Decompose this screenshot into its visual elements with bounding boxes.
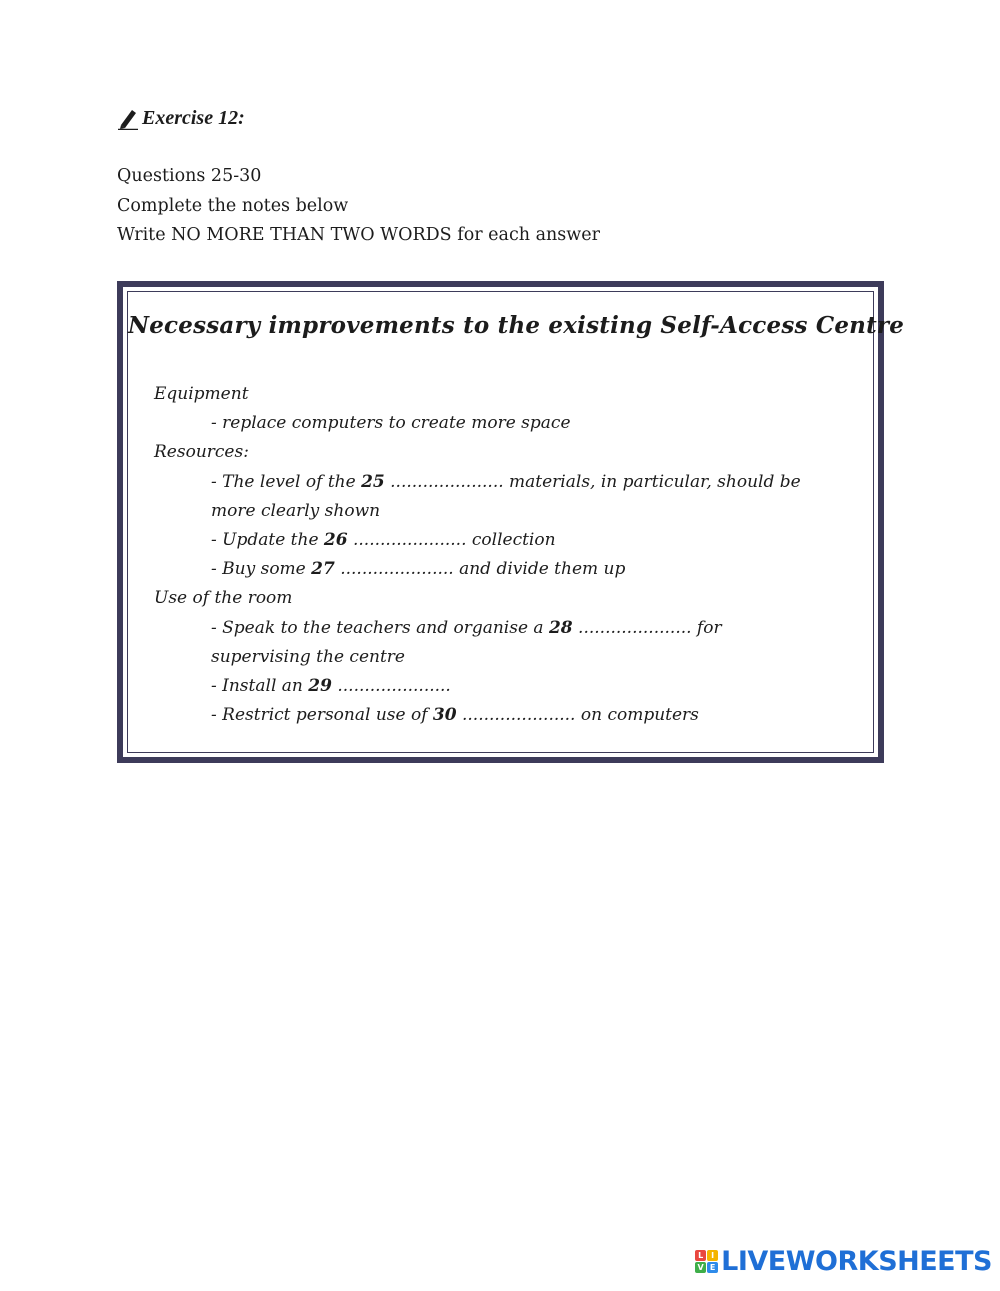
q30-post: ..................... on computers [456,705,699,726]
q27-number: 27 [311,559,335,580]
logo-letter-e: E [707,1262,718,1273]
q25-post: ..................... materials, in particular, should be [384,471,801,492]
logo-letter-i: I [707,1250,718,1261]
question-25-continuation: more clearly shown [211,500,381,521]
question-25-line [154,468,855,497]
notes-body [154,380,855,730]
question-30-line [154,701,855,730]
question-29-line [154,672,855,701]
question-27-line [154,555,855,584]
logo-letter-v: V [695,1262,706,1273]
logo-letter-l: L [695,1250,706,1261]
instruction-questions: Questions 25-30 [117,166,262,186]
room-heading: Use of the room [154,588,293,609]
liveworksheets-logo[interactable] [695,1246,992,1277]
exercise-title [117,106,245,130]
notes-inner-border [127,291,905,753]
live-logo-icon [695,1250,718,1273]
notes-box [117,281,905,763]
q26-post: ..................... collection [347,530,556,551]
q29-pre: - Install an [211,676,309,697]
q26-pre: - Update the [211,530,324,551]
instruction-complete: Complete the notes below [117,195,349,216]
q30-pre: - Restrict personal use of [211,705,433,726]
q29-number: 29 [308,676,332,697]
instruction-word-limit: Write NO MORE THAN TWO WORDS for each answer [117,225,600,245]
q28-number: 28 [548,617,573,638]
q25-pre: - The level of the [211,471,362,492]
exercise-title-text: Exercise 12: [142,106,245,129]
question-28-continuation: supervising the centre [211,646,405,667]
instructions [117,162,600,251]
q26-number: 26 [323,530,348,551]
q27-post: ..................... and divide them up [334,559,626,580]
q28-post: ..................... for [572,617,722,638]
question-26-line [154,526,855,555]
equipment-line: - replace computers to create more space [211,413,571,434]
pencil-icon [117,106,139,130]
brand-name: LIVEWORKSHEETS [721,1246,992,1277]
q25-number: 25 [361,471,385,492]
question-28-line [154,614,855,643]
q28-pre: - Speak to the teachers and organise a [211,617,549,638]
equipment-heading: Equipment [154,384,249,404]
q27-pre: - Buy some [211,559,312,580]
notes-title: Necessary improvements to the existing Self-Access Centre [128,312,905,339]
q29-post: ..................... [331,676,451,697]
q30-number: 30 [432,705,457,726]
resources-heading: Resources: [154,442,249,463]
